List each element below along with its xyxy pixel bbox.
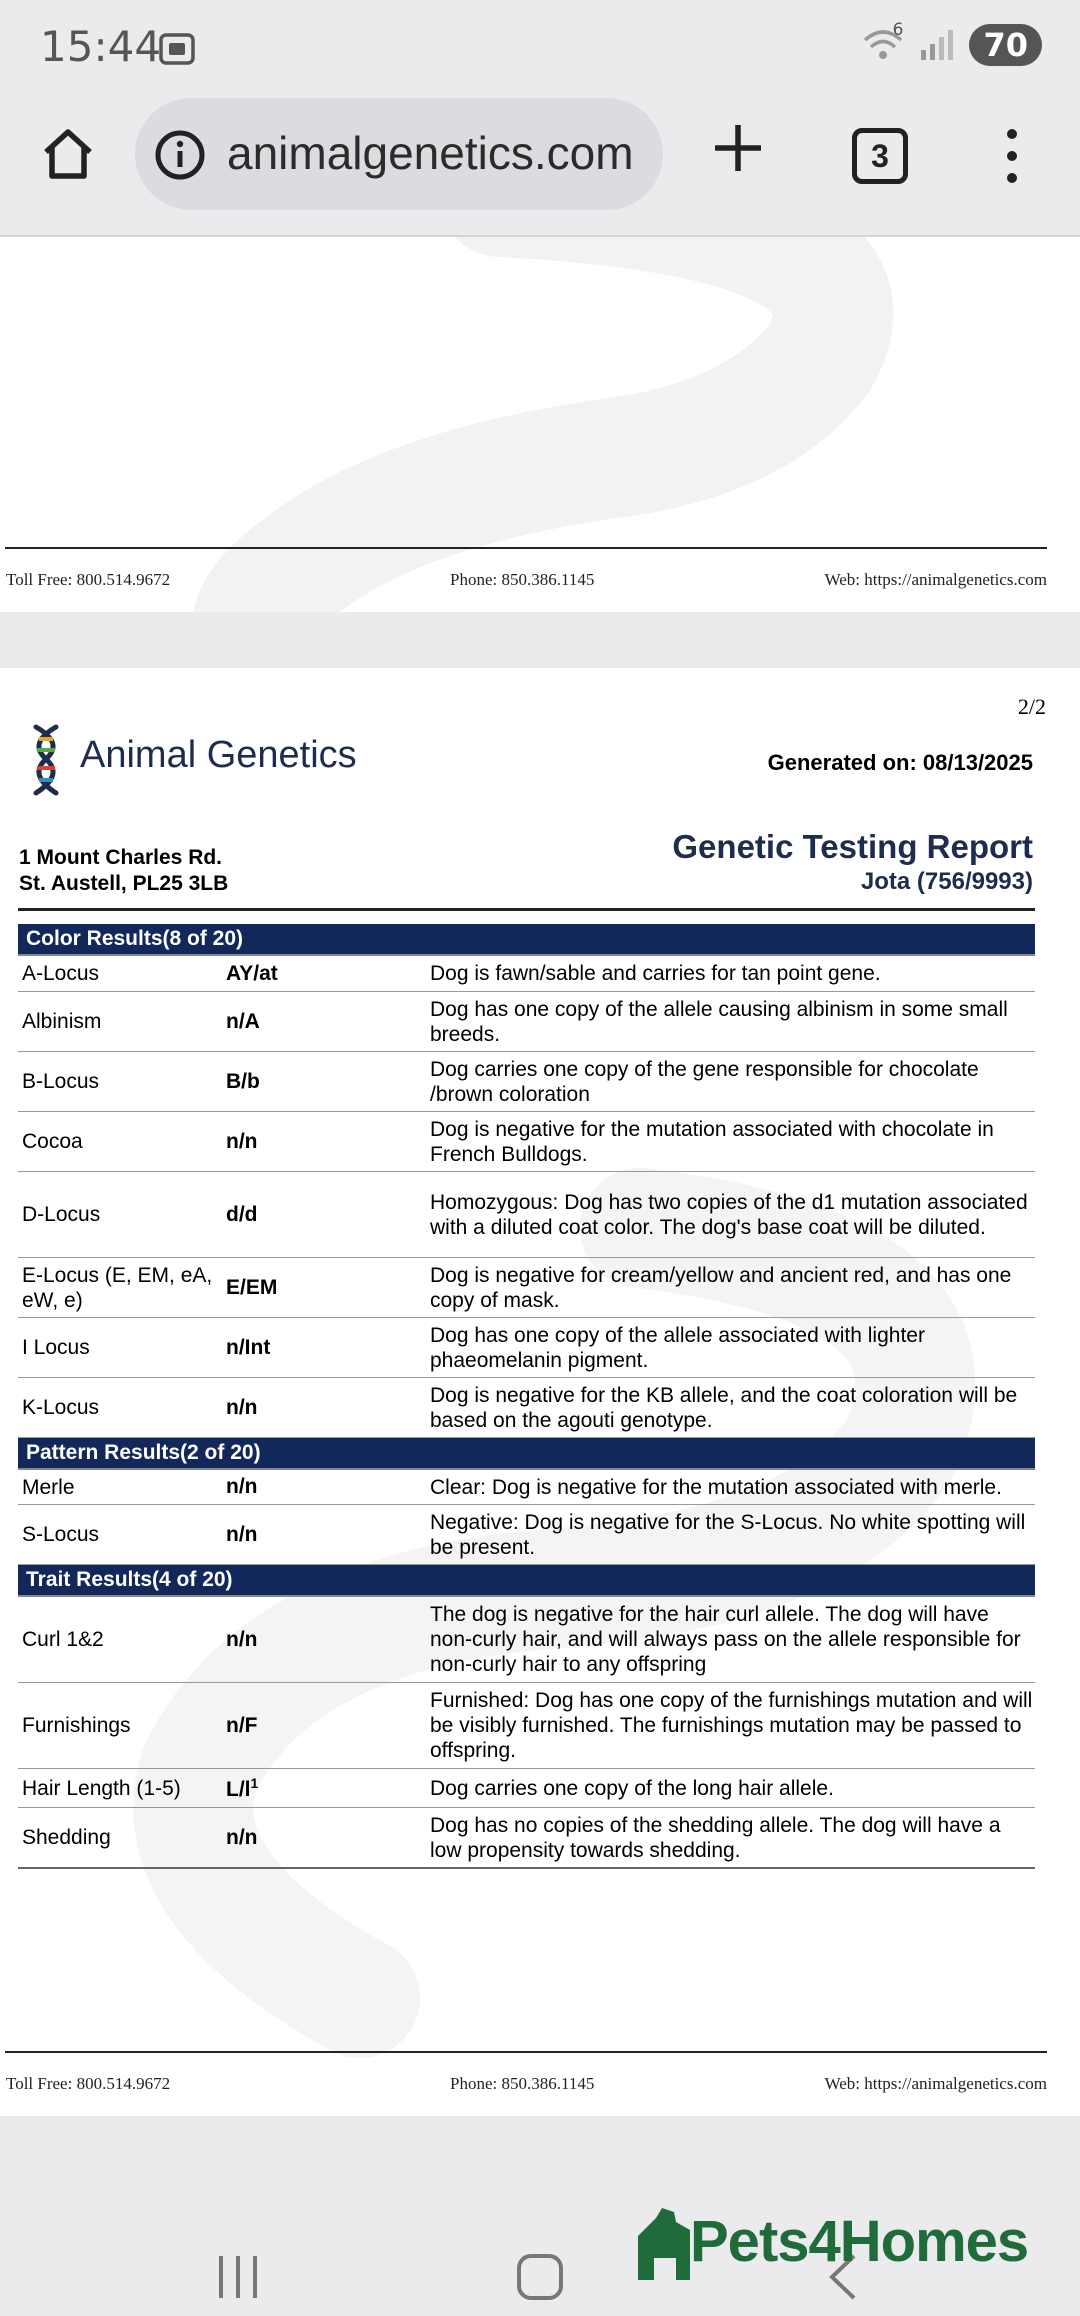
pdf-page-2	[0, 668, 1080, 2116]
table-row	[18, 1052, 1035, 1112]
locus-description: Homozygous: Dog has two copies of the d1 mutation associated with a diluted coat color. The dog's base coat will be diluted.	[430, 1190, 1028, 1239]
address-line-1: 1 Mount Charles Rd.	[19, 846, 223, 869]
locus-result: d/d	[226, 1202, 258, 1226]
locus-name: Cocoa	[22, 1130, 83, 1153]
status-time: 15:44	[40, 22, 162, 71]
url-text[interactable]: animalgenetics.com	[227, 127, 634, 179]
locus-description: Dog has one copy of the allele causing albinism in some small breeds.	[430, 997, 1008, 1046]
locus-description: Dog is negative for the mutation associated with chocolate in French Bulldogs.	[430, 1117, 994, 1166]
generated-date: Generated on: 08/13/2025	[767, 750, 1033, 775]
table-row	[18, 1470, 1035, 1505]
locus-description: Dog has one copy of the allele associated with lighter phaeomelanin pigment.	[430, 1323, 925, 1372]
status-bar	[0, 0, 1080, 90]
header-rule	[18, 908, 1035, 911]
footer-phone: Phone: 850.386.1145	[450, 2074, 595, 2093]
table-row	[18, 1505, 1035, 1565]
locus-result: n/n	[226, 1522, 258, 1546]
locus-description: Dog has no copies of the shedding allele. The dog will have a low propensity towards shedding.	[430, 1813, 1001, 1862]
table-row	[18, 1769, 1035, 1808]
footer-rule	[5, 547, 1047, 549]
locus-result: E/EM	[226, 1275, 278, 1299]
signal-icon	[919, 28, 955, 62]
table-row	[18, 1112, 1035, 1172]
table-row	[18, 1808, 1035, 1869]
locus-result: n/A	[226, 1009, 260, 1033]
locus-description: Negative: Dog is negative for the S-Locus. No white spotting will be present.	[430, 1510, 1026, 1559]
locus-name: D-Locus	[22, 1203, 101, 1226]
locus-description: The dog is negative for the hair curl allele. The dog will have non-curly hair, and will always pass on the allele responsible for non-curly hair to any offspring	[430, 1603, 1021, 1676]
footer-phone: Phone: 850.386.1145	[450, 570, 595, 589]
pdf-page-1-bottom	[0, 237, 1080, 612]
dna-logo-icon	[26, 723, 66, 797]
locus-result: n/n	[226, 1627, 258, 1651]
locus-result: AY/at	[226, 961, 278, 985]
locus-name: Furnishings	[22, 1714, 131, 1737]
locus-description: Furnished: Dog has one copy of the furnishings mutation and will be visibly furnished. The furnishings mutation may be passed to offspring.	[430, 1689, 1033, 1762]
wifi-badge: 6	[892, 20, 904, 40]
recent-apps-icon[interactable]	[213, 2252, 263, 2302]
footer-toll-free: Toll Free: 800.514.9672	[6, 2074, 171, 2093]
footer-web[interactable]: Web: https://animalgenetics.com	[824, 570, 1047, 589]
tab-switcher-button[interactable]: 3	[852, 128, 908, 184]
locus-description: Clear: Dog is negative for the mutation associated with merle.	[430, 1475, 1002, 1499]
locus-result	[226, 1775, 430, 1802]
screenshot-icon	[158, 30, 196, 68]
result-text: L/l	[226, 1777, 251, 1801]
wifi-icon	[861, 20, 905, 64]
locus-result: n/F	[226, 1713, 258, 1737]
table-row	[18, 956, 1035, 992]
footer-web[interactable]: Web: https://animalgenetics.com	[824, 2074, 1047, 2093]
address-bar[interactable]	[135, 98, 663, 210]
locus-description: Dog is negative for the KB allele, and the coat coloration will be based on the agouti genotype.	[430, 1383, 1018, 1432]
home-nav-icon[interactable]	[515, 2252, 565, 2302]
locus-name: A-Locus	[22, 962, 100, 985]
new-tab-icon[interactable]	[710, 120, 766, 176]
battery-indicator: 70	[969, 24, 1042, 66]
locus-name: E-Locus (E, EM, eA, eW, e)	[22, 1263, 213, 1312]
locus-result: n/n	[226, 1825, 258, 1849]
home-icon[interactable]	[38, 124, 98, 184]
brand-name: Animal Genetics	[80, 734, 357, 776]
status-icons	[861, 20, 1042, 66]
table-row	[18, 1172, 1035, 1258]
more-options-icon[interactable]	[1000, 128, 1024, 184]
table-row	[18, 1597, 1035, 1683]
section-header-color: Color Results(8 of 20)	[18, 924, 1035, 956]
dog-name-id: Jota (756/9993)	[860, 868, 1033, 895]
table-row	[18, 992, 1035, 1052]
address-line-2: St. Austell, PL25 3LB	[19, 872, 229, 895]
locus-result: n/Int	[226, 1335, 271, 1359]
pets4homes-logo-text: Pets4Homes	[690, 2209, 1029, 2274]
locus-name: Merle	[22, 1475, 75, 1499]
page-number: 2/2	[1017, 694, 1046, 719]
locus-result: n/n	[226, 1475, 258, 1498]
locus-description: Dog carries one copy of the long hair allele.	[430, 1776, 834, 1800]
table-row	[18, 1318, 1035, 1378]
table-row	[18, 1683, 1035, 1769]
results-table	[18, 924, 1035, 1869]
watermark-logo	[0, 237, 1080, 612]
report-title: Genetic Testing Report	[672, 828, 1033, 865]
locus-name: S-Locus	[22, 1523, 100, 1546]
locus-name: Hair Length (1-5)	[22, 1776, 181, 1800]
locus-name: Shedding	[22, 1826, 111, 1849]
locus-name: K-Locus	[22, 1396, 100, 1419]
section-header-trait: Trait Results(4 of 20)	[18, 1565, 1035, 1597]
locus-result: B/b	[226, 1069, 260, 1093]
locus-name: B-Locus	[22, 1070, 100, 1093]
result-superscript: 1	[250, 1774, 259, 1791]
locus-name: Albinism	[22, 1010, 102, 1033]
locus-name: Curl 1&2	[22, 1628, 104, 1651]
browser-toolbar	[0, 90, 1080, 237]
footer-rule	[5, 2051, 1047, 2053]
locus-description: Dog carries one copy of the gene responsible for chocolate /brown coloration	[430, 1057, 979, 1106]
table-row	[18, 1258, 1035, 1318]
locus-description: Dog is fawn/sable and carries for tan point gene.	[430, 962, 881, 985]
section-header-pattern: Pattern Results(2 of 20)	[18, 1438, 1035, 1470]
footer-toll-free: Toll Free: 800.514.9672	[6, 570, 171, 589]
locus-result: n/n	[226, 1129, 258, 1153]
locus-description: Dog is negative for cream/yellow and ancient red, and has one copy of mask.	[430, 1263, 1012, 1312]
locus-result: n/n	[226, 1395, 258, 1419]
site-info-icon[interactable]	[153, 128, 207, 182]
locus-name: I Locus	[22, 1336, 90, 1359]
table-row	[18, 1378, 1035, 1438]
